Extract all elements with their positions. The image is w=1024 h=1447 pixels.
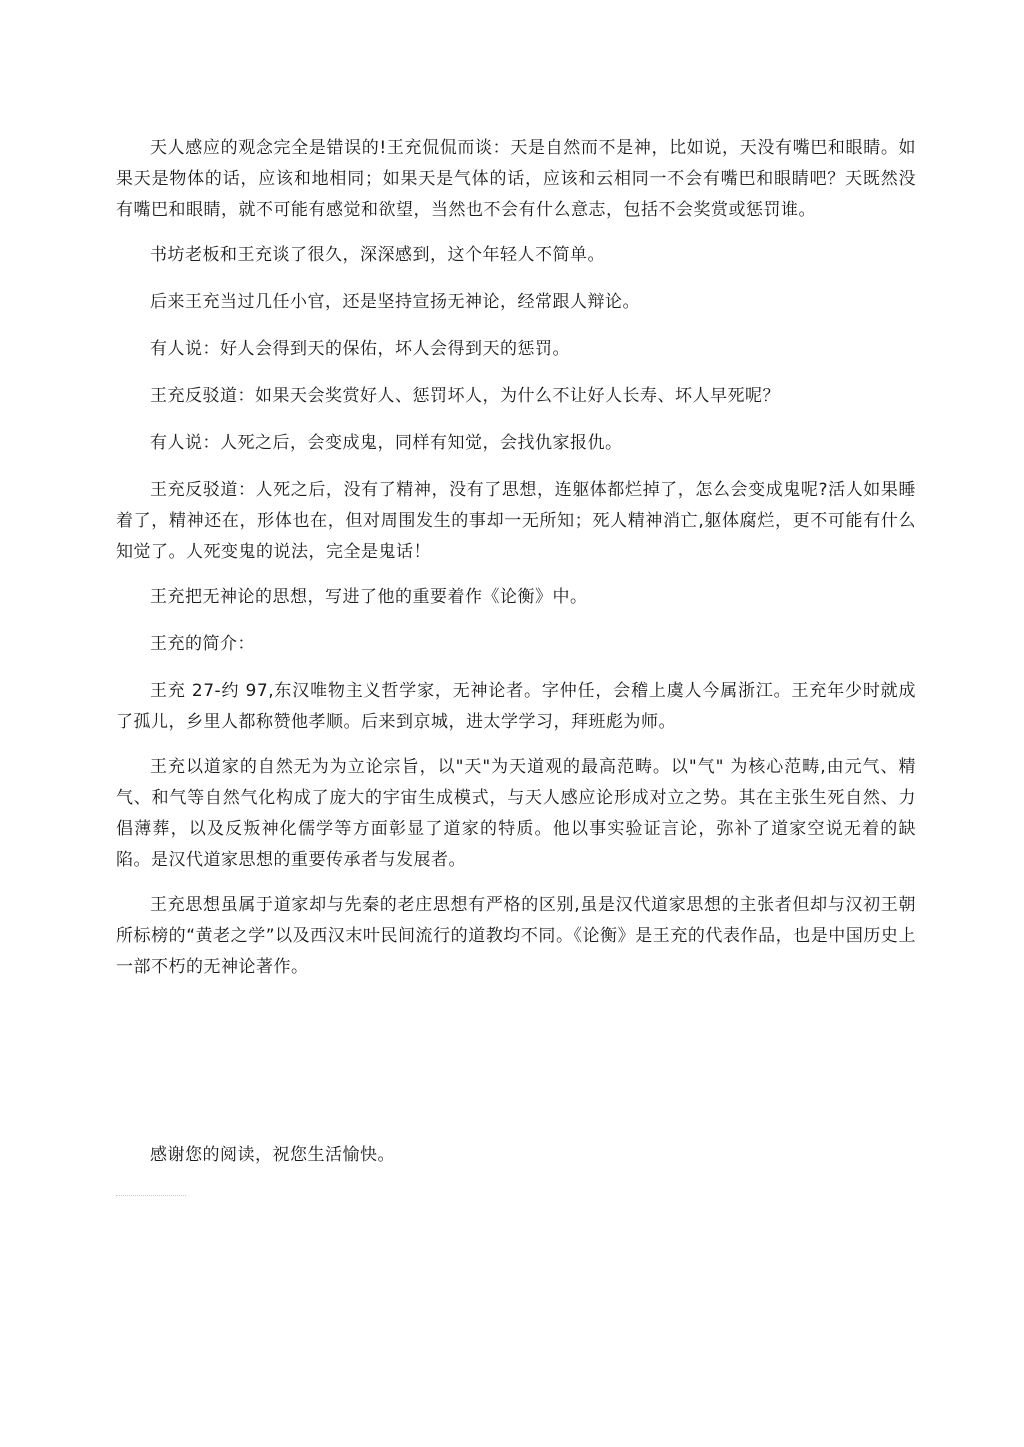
paragraph-8: 王充把无神论的思想，写进了他的重要着作《论衡》中。 xyxy=(150,587,588,607)
paragraph-10: 王充 27-约 97,东汉唯物主义哲学家，无神论者。字仲任，会稽上虞人今属浙江。王充年少时就成了孤儿，乡里人都称赞他孝顺。后来到京城，进太学学习，拜班彪为师。 xyxy=(116,681,916,732)
paragraph-11: 王充以道家的自然无为为立论宗旨，以"天"为天道观的最高范畴。以"气" 为核心范畴,由元气、精气、和气等自然气化构成了庞大的宇宙生成模式，与天人感应论形成对立之势。其在主张生死自然、力倡薄葬，以及反叛神化儒学等方面彰显了道家的特质。他以事实验证言论，弥补了道家空说无着的缺陷。是汉代道家思想的重要传承者与发展者。 xyxy=(116,757,916,870)
paragraph-2: 书坊老板和王充谈了很久，深深感到，这个年轻人不简单。 xyxy=(150,245,605,265)
paragraph-12: 王充思想虽属于道家却与先秦的老庄思想有严格的区别,虽是汉代道家思想的主张者但却与汉初王朝所标榜的“黄老之学”以及西汉末叶民间流行的道教均不同。《论衡》是王充的代表作品，也是中国历史上一部不朽的无神论著作。 xyxy=(116,895,916,977)
paragraph-6: 有人说：人死之后，会变成鬼，同样有知觉，会找仇家报仇。 xyxy=(150,433,623,453)
paragraph-3: 后来王充当过几任小官，还是坚持宣扬无神论，经常跟人辩论。 xyxy=(150,292,640,312)
paragraph-4: 有人说：好人会得到天的保佑，坏人会得到天的惩罚。 xyxy=(150,339,570,359)
paragraph-5: 王充反驳道：如果天会奖赏好人、惩罚坏人，为什么不让好人长寿、坏人早死呢？ xyxy=(150,386,780,406)
paragraph-9: 王充的简介： xyxy=(150,634,255,654)
paragraph-7: 王充反驳道：人死之后，没有了精神，没有了思想，连躯体都烂掉了，怎么会变成鬼呢?活人如果睡着了，精神还在，形体也在，但对周围发生的事却一无所知；死人精神消亡,躯体腐烂，更不可能有什么知觉了。人死变鬼的说法，完全是鬼话！ xyxy=(116,480,916,562)
footer-divider xyxy=(116,1195,186,1196)
closing-line: 感谢您的阅读，祝您生活愉快。 xyxy=(150,1145,395,1165)
paragraph-1: 天人感应的观念完全是错误的!王充侃侃而谈：天是自然而不是神，比如说，天没有嘴巴和眼睛。如果天是物体的话，应该和地相同；如果天是气体的话，应该和云相同一不会有嘴巴和眼睛吧？天既然没有嘴巴和眼睛，就不可能有感觉和欲望，当然也不会有什么意志，包括不会奖赏或惩罚谁。 xyxy=(116,138,916,220)
